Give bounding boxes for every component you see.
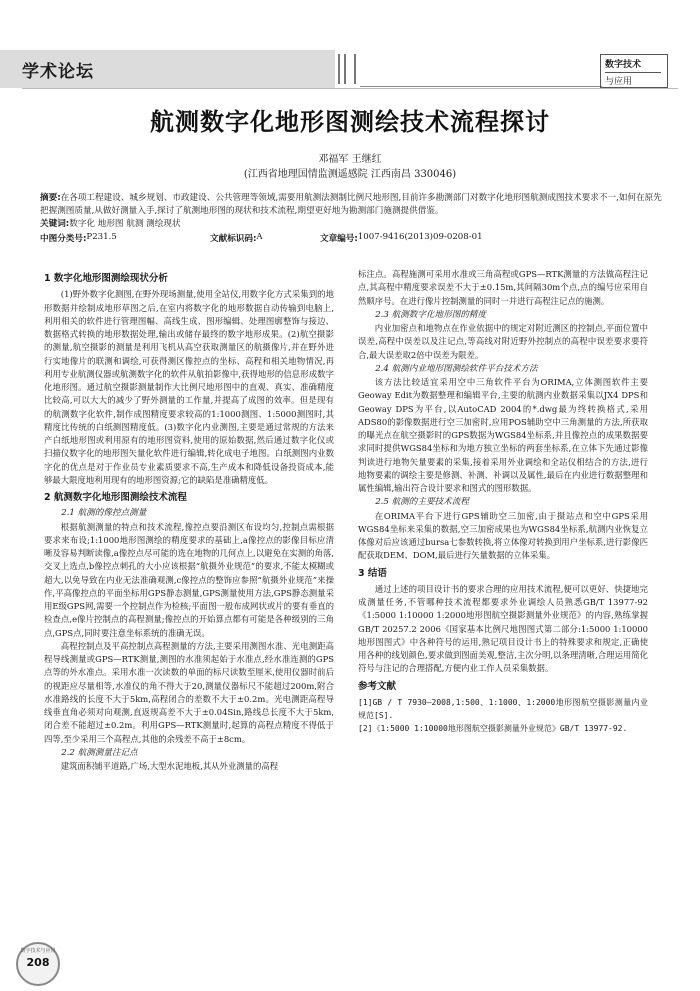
paragraph: 该方法比较适宜采用空中三角软件平台为ORIMA,立体测图软件主要Geoway Edit为数据整理和编辑平台,主要的航测内业数据采集以JX4 DPS和Geoway DPS为平台,以AutoCAD 2004的*.dwg最为终转换格式,采用ADS80的影像数据进行空三加密时,应用POS辅助空中三角测量的方法,所获取的曝光点在航空摄影时的GPS数据为WGS84坐标系,并且像控点的成果数据要求同时提供WGS84坐标和为地方独立坐标的两套坐标系,在立体下先通过影像判读进行地物矢量要素的采集,接着采用外业调绘和全站仪相结合的方法,进行地物要素的调绘主要是修测、补测、补调以及属性,最后在内业进行数据整理和属性编辑,输出符合设计要求和图式的图形数据。 xyxy=(358,377,648,493)
heading-2: 2 航测数字化地形图测绘技术流程 xyxy=(44,492,187,503)
paragraph: 高程控制点及平高控制点高程测量的方法,主要采用测图水准、光电测距高程导线测量或GPS—RTK测量,测图的水准须起始于水准点,经水准连测的GPS点等的外水准点。采用水准一次读数的单面的标尺读数至厘米,使用仪器时前后的视距应尽量相等,水准仪的角不得大于20,测量仪器标尺不能超过200m,附合水准路线的长度不大于5km,高程闭合的差数不大于±0.2m。光电测距高程导线垂直角必须对向观测,直返规高差不大于±0.04Sin,路线总长度不大于5km,闭合差不能超过±0.2m。利用GPS—RTK测量时,起算的高程点精度不得低于四等,至少采用三个高程点,其他的余残差不高于±8cm。 xyxy=(44,640,334,744)
article-authors: 邓福军 王继红 xyxy=(318,154,382,165)
page-number-badge xyxy=(16,942,60,986)
keywords-label: 关键词: xyxy=(40,219,70,229)
heading-2-4: 2.4 航测内业地形图测绘软件平台技术方法 xyxy=(375,363,538,374)
abstract-text: 在各项工程建设、城乡规划、市政建设、公共管理等领域,需要用航测法测制比例尺地形图,目前许多勘测部门对数字化地形图航测成图技术要求不一,如何在原先把握测图质量,从做好测量入手,探讨了航测地形图的现状和技术流程,期望更好地为勘测部门施测提供借鉴。 xyxy=(40,193,662,216)
journal-logo xyxy=(600,54,668,88)
references-title: 参考文献 xyxy=(358,680,397,692)
logo-line2: 与应用 xyxy=(605,72,661,87)
doc-code-label: 文献标识码: xyxy=(210,234,257,244)
header-line xyxy=(360,86,602,87)
paragraph: 根据航测测量的特点和技术流程,像控点要沿测区布设均匀,控制点需根据要求来布设;1:1000地形图测绘的精度要求的基础上,a像控点的影像目标应清晰及容易判断读像,a像控点尽可能的选在地物的几何点上,以避免在实测的角落,交叉上选点,b像控点刺孔的大小应该根据“航摄外业规范”的要求,不能太模糊或超大,以免导致在内业无法准确观测,c像控点的整饰应参照“航摄外业规范”来操作,平高像控点的平面坐标用GPS静态测量,GPS测量使用方法,GPS静态测量采用E级GPS网,需要一个控制点作为检核;平面图一般布成网状或片的要有垂直的检查点,e像片控制点的高程测量;像控点的开始算点都有可能是各种级别的三角点,GPS点,同时要注意坐标系统的准确无误。 xyxy=(44,521,334,638)
article-affiliation: (江西省地理国情监测遥感院 江西南昌 330046) xyxy=(243,169,457,180)
paragraph: 建筑面积铺平道路,广场,大型水泥地板,其从外业测量的高程 xyxy=(60,761,279,771)
paragraph: 标注点。高程施测可采用水准或三角高程或GPS—RTK测量的方法做高程注记点,其高程中精度要求误差不大于±0.15m,其间隔30m个点,点的编号应采用自然顺序号。在进行像片控制测量的同时一并进行高程注记点的施测。 xyxy=(358,269,648,306)
right-column xyxy=(358,268,648,735)
doc-code-value: A xyxy=(256,232,263,242)
left-column xyxy=(44,268,334,773)
logo-line1: 数字技术 xyxy=(605,60,642,70)
heading-2-3: 2.3 航测数字化地形图的精度 xyxy=(375,309,487,320)
article-title: 航测数字化地形图测绘技术流程探讨 xyxy=(150,108,550,136)
reference-item: [2]《1:5000 1:10000地形图航空摄影测量外业规范》GB/T 13977-92. xyxy=(358,723,628,733)
heading-2-5: 2.5 航测的主要技术流程 xyxy=(375,497,469,508)
heading-1: 1 数字化地形图测绘现状分析 xyxy=(44,273,168,284)
clc-value: P231.5 xyxy=(86,232,117,242)
paragraph: 内业加密点和地物点在作业依据中的规定对附近测区的控制点,平面位置中误差,高程中误差以及注记点,等高线对附近野外控制点的高程中误差要求要符合,最大误差取2倍中误差为限差。 xyxy=(358,323,648,360)
heading-2-2: 2.2 航测测量注记点 xyxy=(61,747,138,758)
badge-ring-text: 数字技术与应用 xyxy=(20,948,56,954)
page-header xyxy=(0,50,700,88)
paragraph: 通过上述的项目设计书的要求合理的应用技术流程,便可以更好、快捷地完成测量任务,不管哪种技术流程都要求外业调绘人员熟悉GB/T 13977-92《1:5000 1:10000 1:2000地形图航空摄影测量外业规范》的内容,熟练掌握GB/T 20257.2 2006《国家基本比例尺地图图式第二部分:1:5000 1:10000地形图图式》中各种符号的运用,熟记项目设计书上的特殊要求和规定,正确使用各种的线划颜色,要求做到图面美观,整洁,主次分明,以条理清晰,合理运用简化符号与注记的合理搭配,方便内业工作人员采集数据。 xyxy=(358,583,648,674)
keywords: 数字化 地形图 航测 测绘现状 xyxy=(69,219,181,229)
abstract xyxy=(40,192,664,231)
abstract-label: 摘要: xyxy=(40,193,61,203)
paragraph: (1)野外数字化测图,在野外现场测量,使用全站仪,用数字化方式采集到的地形数据并绘制成地形草图之后,在室内将数字化的地形数据自动传输到电脑上,利用相关的软件进行管理图幅、高线生成、图形编辑、处理图廓整饰与接边、数据格式转换的地形数据处理,输出或储存最终的数字地形成果。(2)航空摄影的测量,航空摄影的测量是利用飞机从高空获取测量区的航摄像片,并在野外进行实地像片的联测和调绘,可获得测区像控点的坐标、高程和相关地物情况,再利用专业航测仪器或航测数字化的软件从航拍影像中,获得地形的信息形成数字化地形图。通过航空摄影测量制作大比例尺地形图中的直观、真实、准确精度比较高,可以大大的减少了野外测量的工作量,并提高了成图的效率。但是现有的航测数字化软件,制作成图精度要求较高的1:1000测图、1:5000测图时,其精度比传统的白纸测图精度低。(3)数字化内业测图,主要是通过常规的方法来产白纸地形图或利用原有的地形图资料,使用的原始数据,然后通过数字化仪或扫描仪数字化的地形图矢量化软件进行编辑,转化成电子地图。白纸测图内业数字化的优点是对于作业员专业素质要求不高,生产成本和降低设备投资成本,能够最大限度地利用现有的地形图资源;它的缺陷是准确精度低。 xyxy=(44,289,334,485)
header-rule xyxy=(22,88,678,89)
heading-2-1: 2.1 航测的像控点测量 xyxy=(61,508,147,519)
page-number: 208 xyxy=(26,956,50,969)
section-title: 学术论坛 xyxy=(22,62,94,82)
paragraph: 在ORIMA平台下进行GPS辅助空三加密,由于摄站点和空中GPS采用WGS84坐标来采集的数据,空三加密成果也为WGS84坐标系,航测内业恢复立体像对后应该通过bursa七参数转换,将立体像对转换到用户坐标系,进行影像匹配获取DEM、DOM,最后进行矢量数据的立体采集。 xyxy=(358,510,648,561)
clc-label: 中图分类号: xyxy=(40,234,87,244)
article-no-label: 文章编号: xyxy=(320,234,358,244)
article-no-value: 1007-9416(2013)09-0208-01 xyxy=(357,232,483,242)
heading-3: 3 结语 xyxy=(358,567,387,579)
reference-item: [1]GB / T 7930—2008,1:500、1:1000、1:2000地形图航空摄影测量内业规范[S]. xyxy=(358,697,648,720)
